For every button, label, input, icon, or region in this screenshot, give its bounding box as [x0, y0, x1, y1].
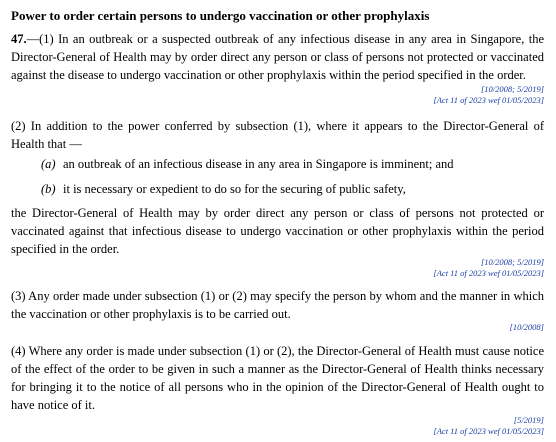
citation-link[interactable]: [10/2008; 5/2019]: [480, 257, 544, 267]
item-b-label: (b): [41, 182, 56, 196]
subsection-1: [11, 30, 544, 84]
item-a-text: an outbreak of an infectious disease in any area in Singapore is imminent; and: [63, 157, 454, 171]
citation-link[interactable]: [10/2008; 5/2019]: [480, 84, 544, 94]
subsection-1-text: —(1) In an outbreak or a suspected outbreak of any infectious disease in any area in Singapore, the Director-General of Health may by order direct any person or class of persons not protected or vaccinated against the disease to undergo vaccination or other prophylaxis within the period specified in the order.: [11, 32, 544, 82]
subsection-2-intro: (2) In addition to the power conferred by subsection (1), where it appears to the Director-General of Health that —: [11, 119, 544, 151]
subsection-3: (3) Any order made under subsection (1) or (2) may specify the person by whom and the manner in which the vaccination or other prophylaxis is to be carried out.: [11, 289, 544, 321]
citation-link[interactable]: [10/2008]: [509, 322, 544, 332]
subsection-2-item-b: [41, 180, 406, 198]
section-number: 47.: [11, 32, 27, 46]
subsection-2-item-a: [41, 155, 454, 173]
subsection-4: (4) Where any order is made under subsection (1) or (2), the Director-General of Health must cause notice of the effect of the order to be given in such a manner as the Director-General of Health thinks necessary for bringing it to the notice of all persons who in the opinion of the Director-General of Health ought to have notice of it.: [11, 344, 544, 412]
item-b-text: it is necessary or expedient to do so for the securing of public safety,: [63, 182, 406, 196]
citation-link[interactable]: [Act 11 of 2023 wef 01/05/2023]: [433, 95, 544, 105]
citation-link[interactable]: [5/2019]: [513, 415, 544, 425]
citation-link[interactable]: [Act 11 of 2023 wef 01/05/2023]: [433, 268, 544, 278]
section-heading: Power to order certain persons to undergo vaccination or other prophylaxis: [11, 8, 430, 23]
subsection-2-tail: the Director-General of Health may by order direct any person or class of persons not protected or vaccinated against that infectious disease to undergo vaccination or other prophylaxis within the period specified in the order.: [11, 206, 544, 256]
citation-link[interactable]: [Act 11 of 2023 wef 01/05/2023]: [433, 426, 544, 436]
item-a-label: (a): [41, 157, 56, 171]
